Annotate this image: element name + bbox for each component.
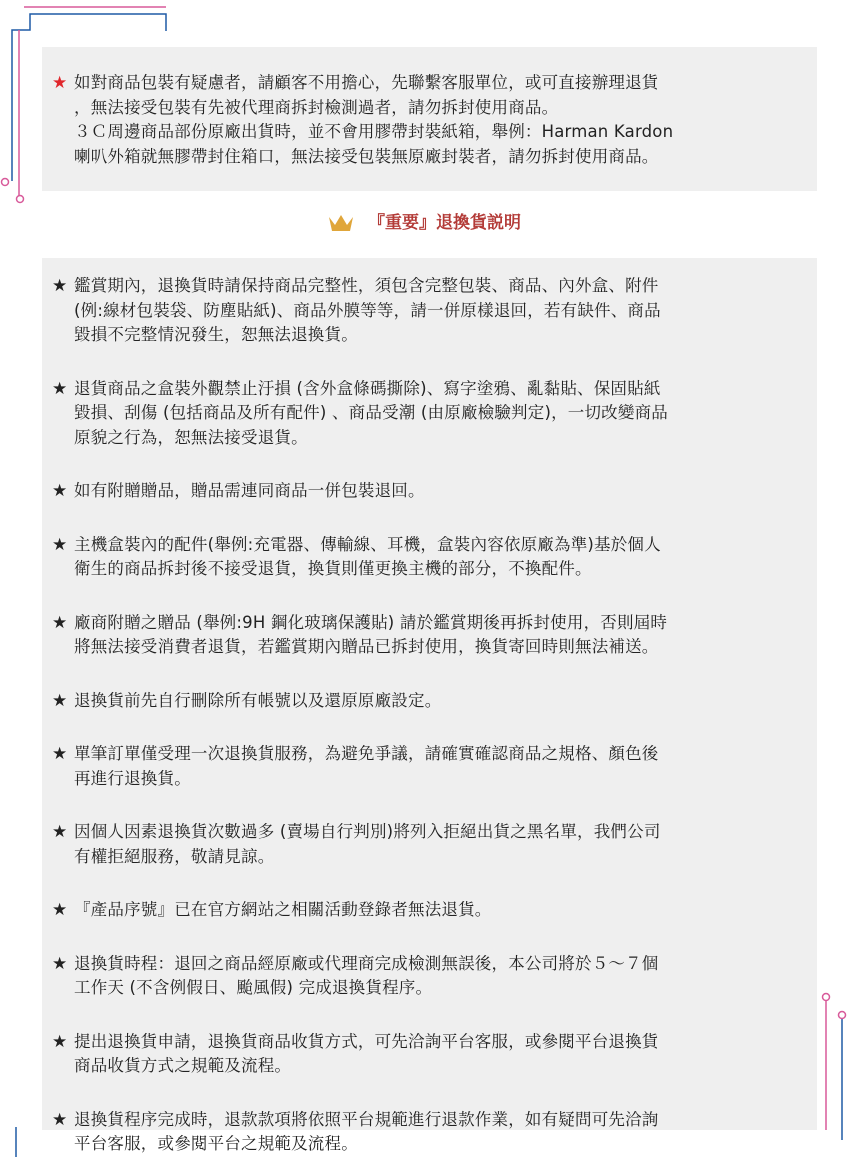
rule-item — [52, 742, 805, 791]
rule-item — [52, 898, 805, 923]
star-icon: ★ — [52, 73, 68, 93]
rule-text: 退換貨程序完成時，退款款項將依照平台規範進行退款作業，如有疑問可先洽詢 平台客服，或參閱平台之規範及流程。 — [74, 1109, 659, 1153]
star-icon: ★ — [52, 612, 68, 633]
rule-item — [52, 611, 805, 660]
crown-icon — [328, 214, 354, 232]
star-icon: ★ — [52, 378, 68, 399]
rule-text: 提出退換貨申請，退換貨商品收貨方式，可先洽詢平台客服，或參閱平台退換貨 商品收貨方式之規範及流程。 — [74, 1031, 659, 1075]
rule-text: 主機盒裝內的配件(舉例:充電器、傳輸線、耳機，盒裝內容依原廠為準)基於個人 衛生的商品拆封後不接受退貨，換貨則僅更換主機的部分，不換配件。 — [74, 534, 661, 578]
notice-text: 如對商品包裝有疑慮者，請顧客不用擔心，先聯繫客服單位，或可直接辦理退貨 ，無法接受包裝有先被代理商拆封檢測過者，請勿拆封使用商品。 — [74, 73, 659, 117]
notice-text: ３Ｃ周邊商品部份原廠出貨時，並不會用膠帶封裝紙箱，舉例：Harman Kardon 喇叭外箱就無膠帶封住箱口，無法接受包裝無原廠封裝者，請勿拆封使用商品。 — [74, 122, 674, 166]
star-icon: ★ — [52, 690, 68, 711]
notice-item — [52, 120, 805, 169]
star-icon: ★ — [52, 481, 68, 501]
indent-spacer — [52, 120, 74, 169]
star-icon: ★ — [52, 953, 68, 974]
rule-item — [52, 479, 805, 504]
rule-item — [52, 952, 805, 1001]
rule-item — [52, 1030, 805, 1079]
star-icon: ★ — [52, 1109, 68, 1130]
rule-text: 單筆訂單僅受理一次退換貨服務，為避免爭議，請確實確認商品之規格、顏色後 再進行退換貨。 — [74, 744, 659, 788]
star-icon: ★ — [52, 276, 68, 296]
rules-box — [42, 258, 817, 1153]
notice-item — [52, 71, 805, 120]
rule-text: 『產品序號』已在官方網站之相關活動登錄者無法退貨。 — [74, 900, 492, 919]
rule-item — [52, 689, 805, 714]
top-notice-box — [42, 47, 817, 191]
rule-text: 退換貨前先自行刪除所有帳號以及還原原廠設定。 — [74, 690, 442, 710]
rule-text: 如有附贈贈品，贈品需連同商品一併包裝退回。 — [74, 481, 425, 500]
section-title — [0, 208, 849, 238]
rule-item — [52, 274, 805, 348]
rule-text: 退換貨時程：退回之商品經原廠或代理商完成檢測無誤後，本公司將於５～７個 工作天 (不含例假日、颱風假) 完成退換貨程序。 — [74, 953, 659, 997]
rule-text: 退貨商品之盒裝外觀禁止汙損 (含外盒條碼撕除)、寫字塗鴉、亂黏貼、保固貼紙 毀損、刮傷 (包括商品及所有配件) 、商品受潮 (由原廠檢驗判定)，一切改變商品 原貌之行為，恕無法接受退貨。 — [74, 378, 668, 447]
section-title-text: 『重要』退換貨説明 — [367, 213, 521, 233]
rule-text: 鑑賞期內，退換貨時請保持商品完整性，須包含完整包裝、商品、內外盒、附件 (例:線材包裝袋、防塵貼紙)、商品外膜等等，請一併原樣退回，若有缺件、商品 毀損不完整情況發生，恕無法退換貨。 — [74, 276, 661, 344]
rule-item — [52, 1108, 805, 1157]
star-icon: ★ — [52, 534, 68, 555]
rule-item — [52, 820, 805, 869]
star-icon: ★ — [52, 822, 68, 842]
rule-text: 廠商附贈之贈品 (舉例:9H 鋼化玻璃保護貼) 請於鑑賞期後再拆封使用，否則屆時 將無法接受消費者退貨，若鑑賞期內贈品已拆封使用，換貨寄回時則無法補送。 — [74, 612, 668, 656]
star-icon: ★ — [52, 1031, 68, 1052]
rule-item — [52, 377, 805, 451]
rule-item — [52, 533, 805, 582]
star-icon: ★ — [52, 744, 68, 764]
rule-text: 因個人因素退換貨次數過多 (賣場自行判別)將列入拒絕出貨之黑名單，我們公司 有權拒絕服務，敬請見諒。 — [74, 822, 661, 866]
star-icon: ★ — [52, 900, 68, 920]
